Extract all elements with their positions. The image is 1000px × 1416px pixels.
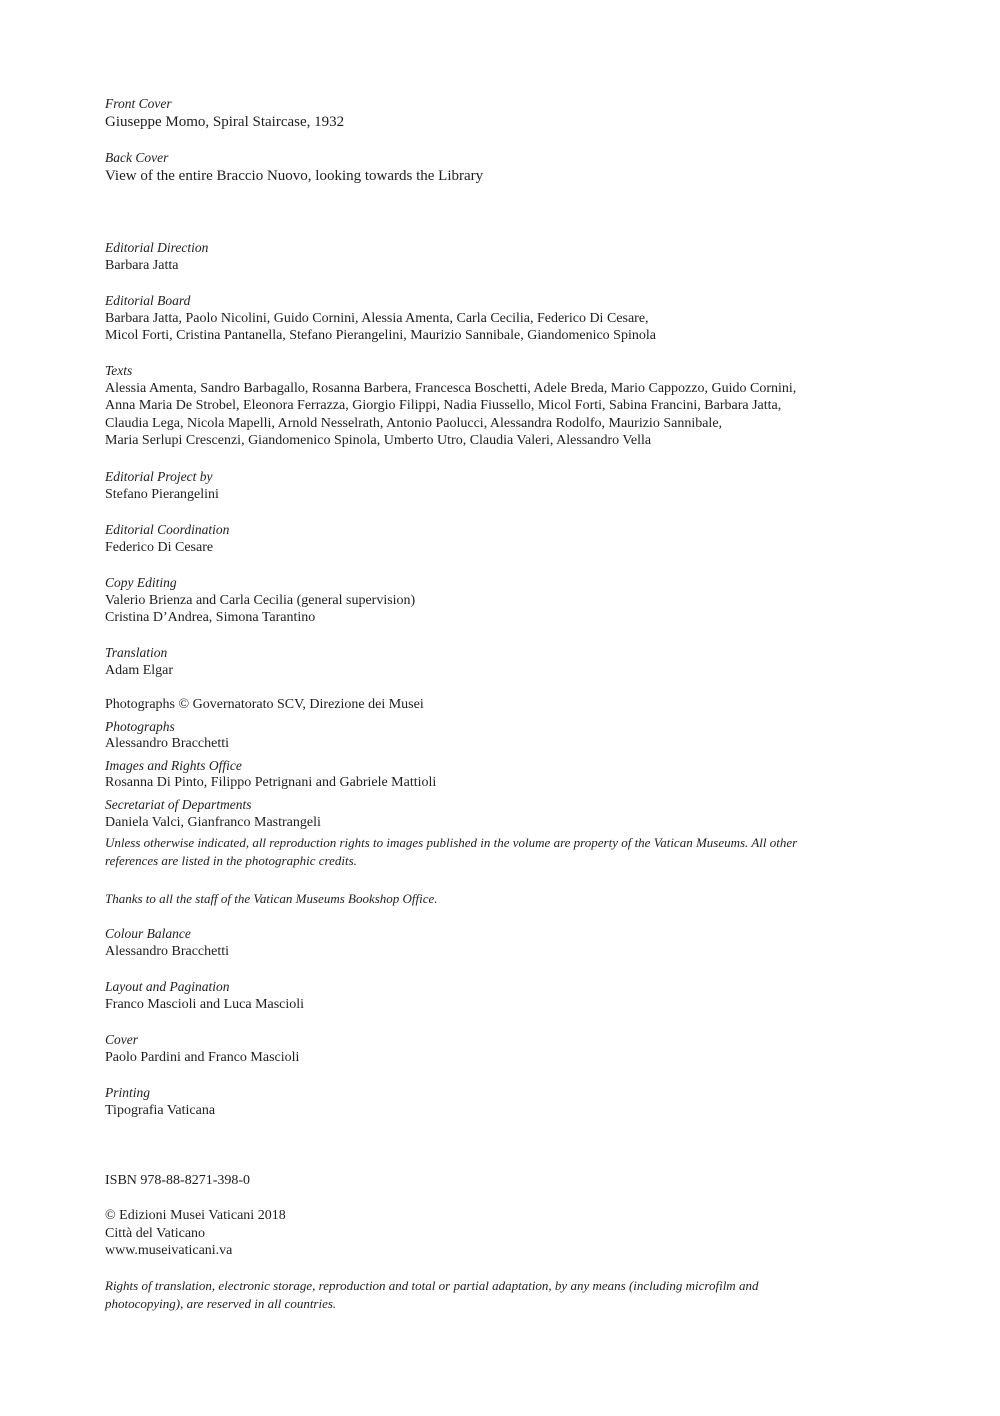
translation-value: Adam Elgar xyxy=(105,662,174,678)
copy-editing-section xyxy=(105,574,825,627)
editorial-project-label: Editorial Project by xyxy=(105,469,213,484)
front-cover-label: Front Cover xyxy=(105,96,172,111)
translation-label: Translation xyxy=(105,645,168,660)
cover-section xyxy=(105,1031,825,1066)
layout-label: Layout and Pagination xyxy=(105,979,230,994)
publisher-city: Città del Vaticano xyxy=(105,1225,206,1241)
photo-credits-section xyxy=(105,696,825,869)
editorial-coordination-label: Editorial Coordination xyxy=(105,522,230,537)
reproduction-note-line: references are listed in the photographic credits. xyxy=(105,852,357,868)
texts-line: Alessia Amenta, Sandro Barbagallo, Rosanna Barbera, Francesca Boschetti, Adele Breda, Mario Cappozzo, Guido Cornini, xyxy=(105,380,797,396)
texts-line: Claudia Lega, Nicola Mapelli, Arnold Nesselrath, Antonio Paolucci, Alessandra Rodolfo, Maurizio Sannibale, xyxy=(105,415,723,431)
thanks-note: Thanks to all the staff of the Vatican Museums Bookshop Office. xyxy=(105,891,438,906)
front-cover-value: Giuseppe Momo, Spiral Staircase, 1932 xyxy=(105,113,345,130)
editorial-board-line: Micol Forti, Cristina Pantanella, Stefano Pierangelini, Maurizio Sannibale, Giandomenico Spinola xyxy=(105,328,656,344)
printing-section xyxy=(105,1084,825,1119)
back-cover-section xyxy=(105,149,825,185)
editorial-board-section xyxy=(105,292,825,345)
cover-label: Cover xyxy=(105,1032,138,1047)
secretariat-label: Secretariat of Departments xyxy=(105,796,252,812)
photographs-copyright: Photographs © Governatorato SCV, Direzione dei Musei xyxy=(105,697,424,712)
secretariat-value: Daniela Valci, Gianfranco Mastrangeli xyxy=(105,814,321,830)
front-cover-section xyxy=(105,95,825,131)
images-rights-value: Rosanna Di Pinto, Filippo Petrignani and Gabriele Mattioli xyxy=(105,775,437,791)
colour-balance-label: Colour Balance xyxy=(105,926,191,941)
colour-balance-value: Alessandro Bracchetti xyxy=(105,943,230,959)
isbn-section xyxy=(105,1172,825,1190)
thanks-section xyxy=(105,890,825,908)
photographs-label: Photographs xyxy=(105,718,175,734)
printing-value: Tipografia Vaticana xyxy=(105,1102,216,1118)
publisher-section xyxy=(105,1207,825,1260)
editorial-direction-label: Editorial Direction xyxy=(105,240,209,255)
texts-label: Texts xyxy=(105,363,133,378)
publisher-website: www.museivaticani.va xyxy=(105,1243,233,1259)
editorial-project-section xyxy=(105,468,825,503)
texts-line: Anna Maria De Strobel, Eleonora Ferrazza, Giorgio Filippi, Nadia Fiussello, Micol Forti, Sabina Francini, Barbara Jatta, xyxy=(105,398,782,414)
layout-section xyxy=(105,978,825,1013)
colour-balance-section xyxy=(105,925,825,960)
editorial-board-line: Barbara Jatta, Paolo Nicolini, Guido Cornini, Alessia Amenta, Carla Cecilia, Federico Di Cesare, xyxy=(105,310,649,326)
cover-value: Paolo Pardini and Franco Mascioli xyxy=(105,1049,300,1065)
rights-note-line: photocopying), are reserved in all countries. xyxy=(105,1295,337,1311)
back-cover-value: View of the entire Braccio Nuovo, looking towards the Library xyxy=(105,167,484,184)
publisher-copyright: © Edizioni Musei Vaticani 2018 xyxy=(105,1208,286,1223)
isbn: ISBN 978-88-8271-398-0 xyxy=(105,1173,251,1188)
images-rights-label: Images and Rights Office xyxy=(105,757,242,773)
translation-section xyxy=(105,644,825,679)
editorial-coordination-section xyxy=(105,521,825,556)
editorial-board-label: Editorial Board xyxy=(105,293,191,308)
copy-editing-line: Cristina D’Andrea, Simona Tarantino xyxy=(105,610,316,626)
rights-section xyxy=(105,1277,825,1312)
copy-editing-label: Copy Editing xyxy=(105,575,177,590)
editorial-project-value: Stefano Pierangelini xyxy=(105,486,219,502)
layout-value: Franco Mascioli and Luca Mascioli xyxy=(105,996,305,1012)
editorial-direction-value: Barbara Jatta xyxy=(105,257,179,273)
printing-label: Printing xyxy=(105,1085,151,1100)
rights-note-line: Rights of translation, electronic storage, reproduction and total or partial adaptation, by any means (including microfilm and xyxy=(105,1278,759,1293)
editorial-direction-section xyxy=(105,239,825,274)
copy-editing-line: Valerio Brienza and Carla Cecilia (general supervision) xyxy=(105,592,416,608)
reproduction-note-line: Unless otherwise indicated, all reproduction rights to images published in the volume are property of the Vatican Museums. All other xyxy=(105,835,798,851)
editorial-coordination-value: Federico Di Cesare xyxy=(105,539,214,555)
back-cover-label: Back Cover xyxy=(105,150,169,165)
texts-section xyxy=(105,362,825,450)
photographs-value: Alessandro Bracchetti xyxy=(105,736,230,752)
texts-line: Maria Serlupi Crescenzi, Giandomenico Spinola, Umberto Utro, Claudia Valeri, Alessandro Vella xyxy=(105,433,652,449)
